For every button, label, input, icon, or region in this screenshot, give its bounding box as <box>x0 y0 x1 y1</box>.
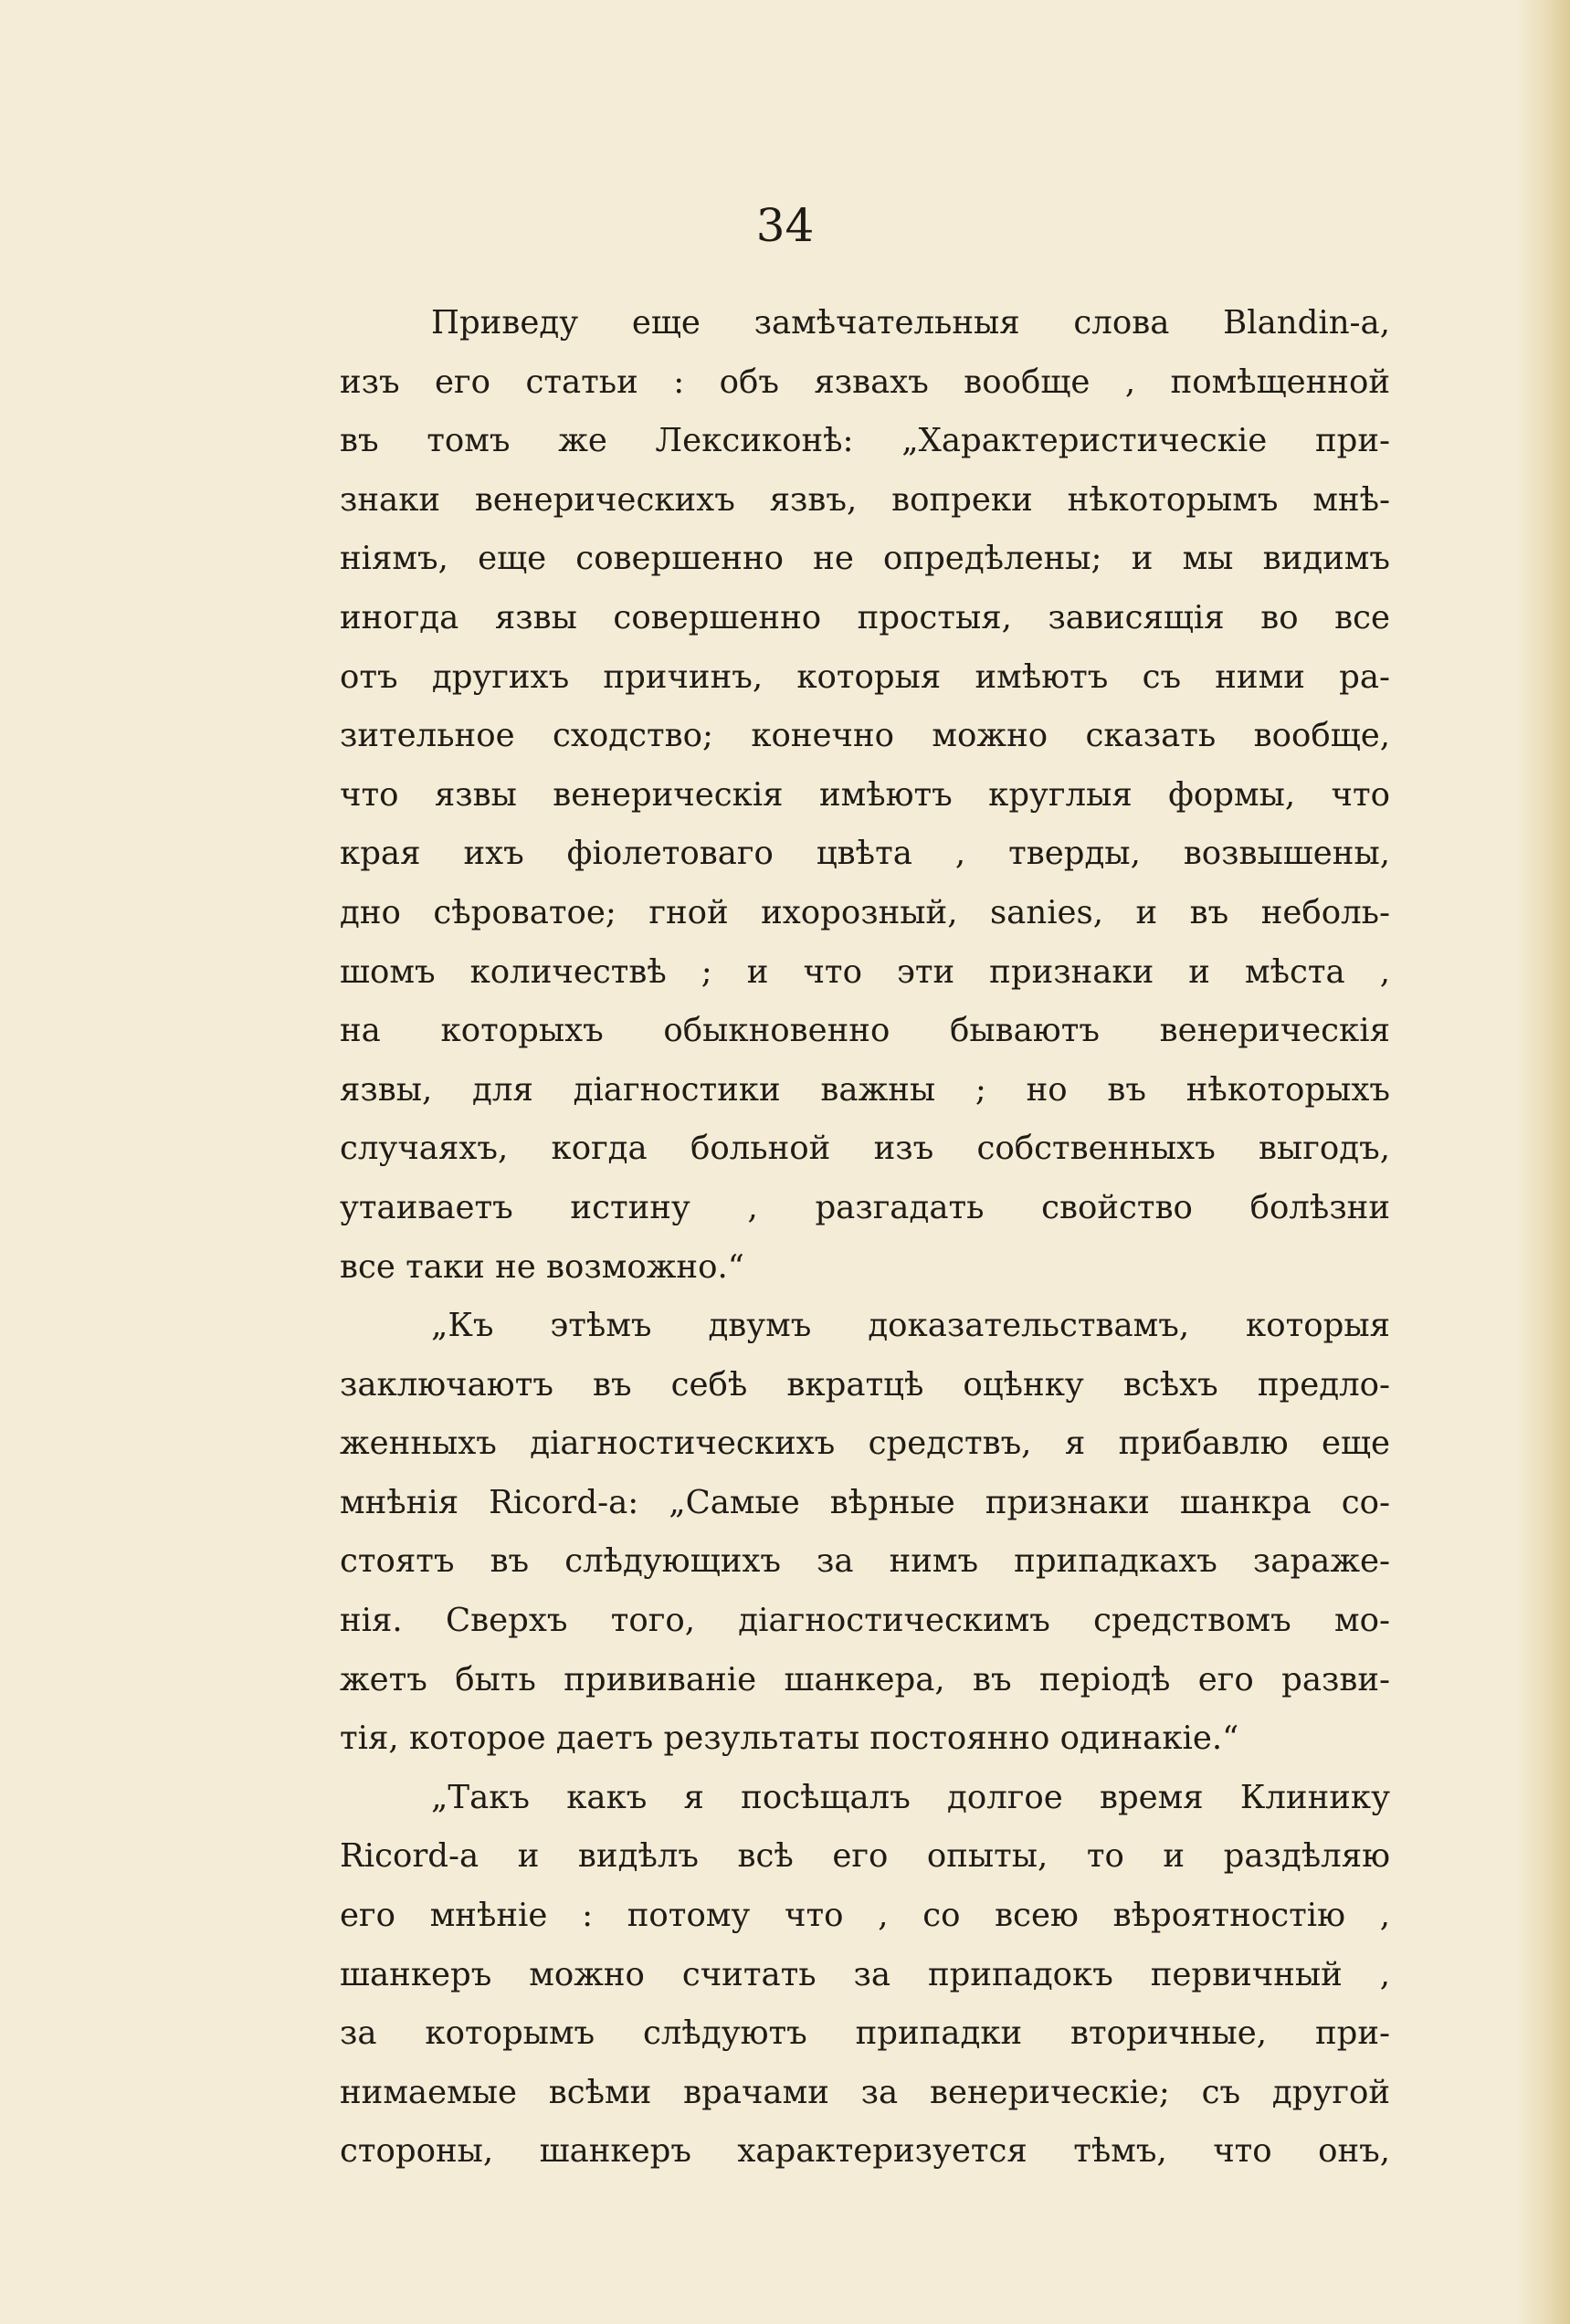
text-line: „Къ этѣмъ двумъ доказательствамъ, которыя <box>431 1307 1390 1345</box>
text-line: заключаютъ въ себѣ вкратцѣ оцѣнку всѣхъ предло- <box>340 1365 1390 1404</box>
text-line: все таки не возможно.“ <box>340 1247 744 1286</box>
text-line: края ихъ фіолетоваго цвѣта , тверды, возвышены, <box>340 835 1390 873</box>
text-line: знаки венерическихъ язвъ, вопреки нѣкоторымъ мнѣ- <box>340 480 1390 519</box>
text-line: шанкеръ можно считать за припадокъ первичный , <box>340 1955 1390 1993</box>
text-line: утаиваетъ истину , разгадать свойство болѣзни <box>340 1188 1390 1226</box>
text-line: „Такъ какъ я посѣщалъ долгое время Клинику <box>431 1778 1390 1816</box>
text-line: стоятъ въ слѣдующихъ за нимъ припадкахъ зараже- <box>340 1542 1390 1581</box>
text-line: Ricord-а и видѣлъ всѣ его опыты, то и раздѣляю <box>340 1837 1390 1876</box>
text-line: язвы, для діагностики важны ; но въ нѣкоторыхъ <box>340 1070 1390 1109</box>
paragraph <box>340 1297 1390 1769</box>
text-line: стороны, шанкеръ характеризуется тѣмъ, что онъ, <box>340 2132 1390 2171</box>
text-line: иногда язвы совершенно простыя, зависящія во все <box>340 598 1390 636</box>
text-line: что язвы венерическія имѣютъ круглыя формы, что <box>340 775 1390 814</box>
text-line: дно сѣроватое; гной ихорозный, sanies, и въ неболь- <box>340 893 1390 931</box>
body-text <box>340 294 1390 2182</box>
text-line: женныхъ діагностическихъ средствъ, я прибавлю еще <box>340 1425 1390 1463</box>
page-edge-shadow <box>1515 0 1570 2324</box>
text-line: въ томъ же Лексиконѣ: „Характеристическіе при- <box>340 422 1390 460</box>
text-line: Приведу еще замѣчательныя слова Blandin-а, <box>431 304 1390 342</box>
page-number: 34 <box>755 199 815 252</box>
text-line: ніямъ, еще совершенно не опредѣлены; и мы видимъ <box>340 540 1390 578</box>
text-line: тія, которое даетъ результаты постоянно одинакіе.“ <box>340 1719 1239 1758</box>
text-line: нія. Сверхъ того, діагностическимъ средствомъ мо- <box>340 1602 1390 1640</box>
text-line: отъ другихъ причинъ, которыя имѣютъ съ ними ра- <box>340 657 1390 696</box>
text-line: зительное сходство; конечно можно сказать вообще, <box>340 717 1390 755</box>
text-line: его мнѣніе : потому что , со всею вѣроятностію , <box>340 1897 1390 1935</box>
text-line: шомъ количествѣ ; и что эти признаки и мѣста , <box>340 952 1390 991</box>
paragraph <box>340 1769 1390 2182</box>
text-line: за которымъ слѣдуютъ припадки вторичные, при- <box>340 2014 1390 2053</box>
text-line: нимаемые всѣми врачами за венерическіе; съ другой <box>340 2073 1390 2111</box>
paragraph <box>340 294 1390 1297</box>
text-line: жетъ быть прививаніе шанкера, въ періодѣ его разви- <box>340 1660 1390 1698</box>
text-line: мнѣнія Ricord-а: „Самые вѣрные признаки шанкра со- <box>340 1483 1390 1521</box>
text-line: на которыхъ обыкновенно бываютъ венерическія <box>340 1012 1390 1050</box>
text-line: случаяхъ, когда больной изъ собственныхъ выгодъ, <box>340 1130 1390 1168</box>
text-line: изъ его статьи : объ язвахъ вообще , помѣщенной <box>340 363 1390 401</box>
